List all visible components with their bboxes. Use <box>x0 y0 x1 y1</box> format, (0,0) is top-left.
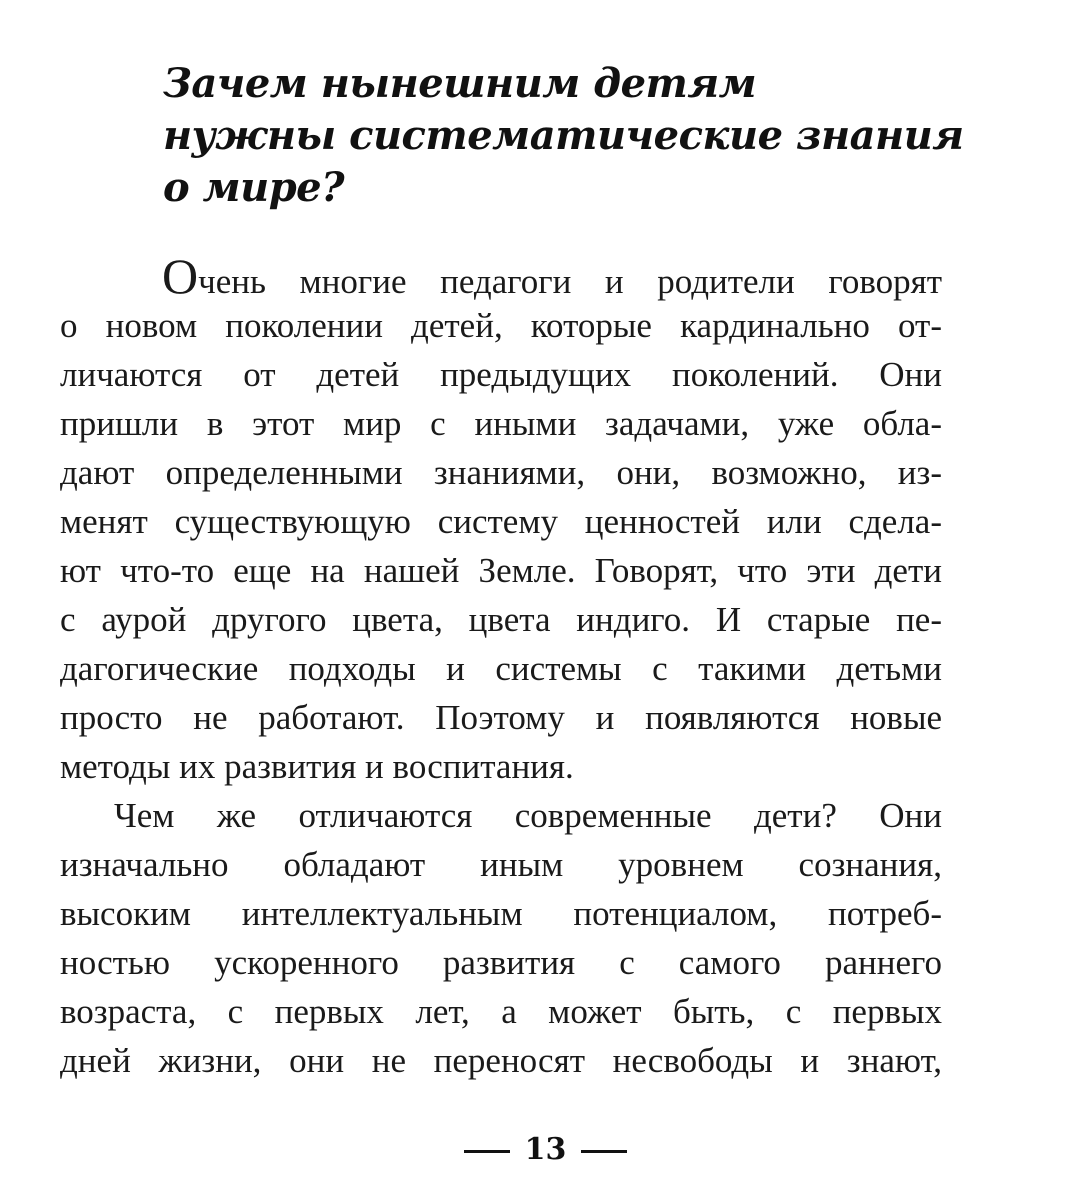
paragraph-line: пришли в этот мир с иными задачами, уже обла- <box>60 404 942 443</box>
paragraph-line: изначально обладают иным уровнем сознания, <box>60 845 942 884</box>
paragraph-line: возраста, с первых лет, а может быть, с первых <box>60 992 942 1031</box>
paragraph-line: личаются от детей предыдущих поколений. Они <box>60 355 942 394</box>
page-number: 13 <box>524 1132 567 1167</box>
paragraph-line: высоким интеллектуальным потенциалом, потреб- <box>60 894 942 933</box>
paragraph-2 <box>60 791 942 1085</box>
paragraph-line: ют что-то еще на нашей Земле. Говорят, что эти дети <box>60 551 942 590</box>
body-text <box>60 248 942 1085</box>
first-line-text: чень многие педагоги и родители говорят <box>198 262 942 301</box>
paragraph-line <box>60 248 942 304</box>
heading-line: Зачем нынешним детям <box>163 60 757 107</box>
paragraph-line: о новом поколении детей, которые кардинально от- <box>60 306 942 345</box>
chapter-heading <box>163 58 964 214</box>
heading-line: о мире? <box>163 164 345 211</box>
paragraph-line: менят существующую систему ценностей или сдела- <box>60 502 942 541</box>
drop-cap: О <box>162 248 199 304</box>
dash-left <box>464 1150 510 1153</box>
paragraph-line: Чем же отличаются современные дети? Они <box>114 796 942 835</box>
heading-line: нужны систематические знания <box>163 112 964 159</box>
paragraph-line: дней жизни, они не переносят несвободы и знают, <box>60 1041 942 1080</box>
page-footer <box>0 1130 1091 1170</box>
paragraph-line: дают определенными знаниями, они, возможно, из- <box>60 453 942 492</box>
paragraph-line: методы их развития и воспитания. <box>60 747 574 786</box>
paragraph-line: ностью ускоренного развития с самого раннего <box>60 943 942 982</box>
paragraph-line: дагогические подходы и системы с такими детьми <box>60 649 942 688</box>
paragraph-line: просто не работают. Поэтому и появляются новые <box>60 698 942 737</box>
dash-right <box>581 1150 627 1153</box>
paragraph-1 <box>60 248 942 791</box>
paragraph-line: с аурой другого цвета, цвета индиго. И старые пе- <box>60 600 942 639</box>
